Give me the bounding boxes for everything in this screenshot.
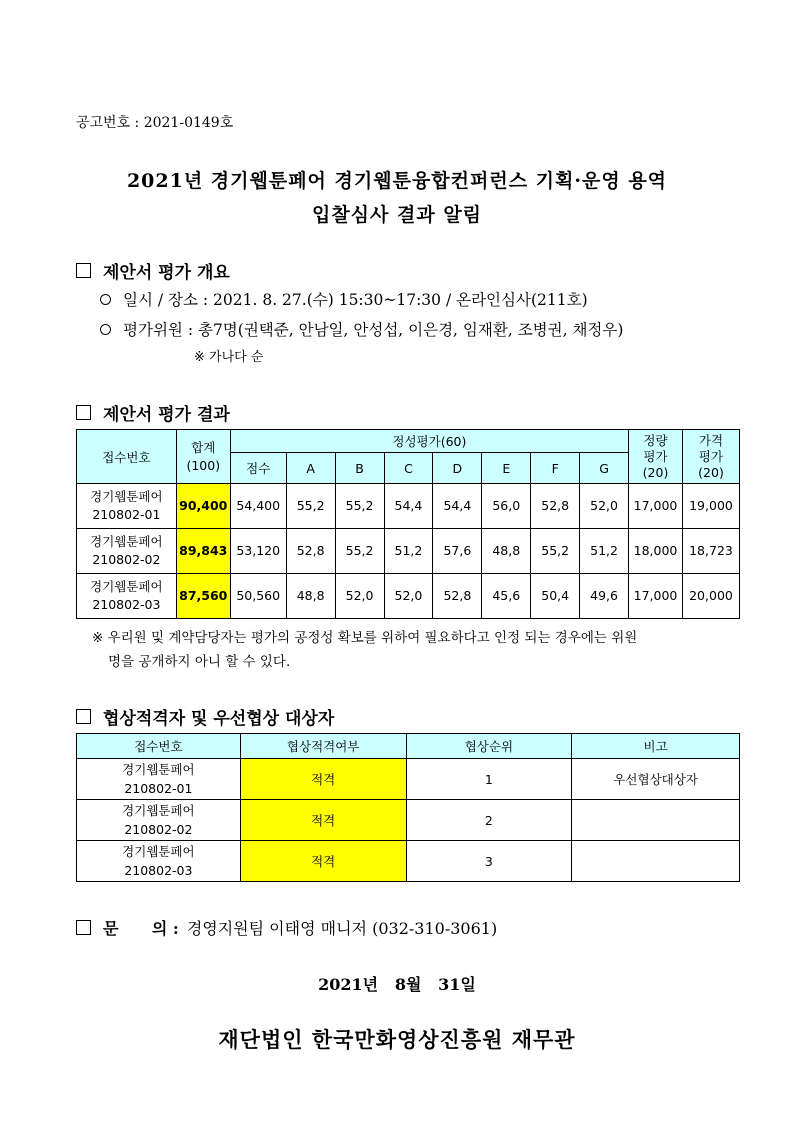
section-results-label: 제안서 평가 결과 [103, 405, 230, 425]
d-cell: 54,4 [433, 484, 482, 529]
rank-cell: 2 [406, 800, 572, 841]
total-cell: 89,843 [176, 529, 230, 574]
remarks-cell [572, 800, 740, 841]
d-cell: 57,6 [433, 529, 482, 574]
schedule-line [100, 288, 588, 310]
eligibility-cell: 적격 [240, 759, 406, 800]
document-title: 2021년 경기웹툰페어 경기웹툰융합컨퍼런스 기획·운영 용역 [126, 170, 668, 192]
section-negotiation-label: 협상적격자 및 우선협상 대상자 [103, 709, 335, 729]
rank-cell: 3 [406, 841, 572, 882]
eligibility-cell: 적격 [240, 800, 406, 841]
table-row [77, 574, 740, 619]
table-row [77, 841, 740, 882]
header-col-b: B [335, 453, 384, 484]
contact-value: 경영지원팀 이태영 매니저 (032-310-3061) [186, 919, 498, 938]
checkbox-square-icon [76, 405, 91, 420]
e-cell: 56,0 [482, 484, 531, 529]
header-score: 점수 [230, 453, 286, 484]
circle-bullet-icon [100, 324, 111, 335]
total-cell: 90,400 [176, 484, 230, 529]
contact-line [76, 916, 497, 939]
a-cell: 48,8 [286, 574, 335, 619]
section-results-heading [76, 400, 230, 425]
a-cell: 52,8 [286, 529, 335, 574]
header-eligibility: 협상적격여부 [240, 734, 406, 759]
section-overview-label: 제안서 평가 개요 [103, 263, 230, 283]
receipt-cell: 경기웹툰페어 210802-01 [77, 759, 241, 800]
evaluators-text: 평가위원 : 총7명(권택준, 안남일, 안성섭, 이은경, 임재환, 조병권, 채정우) [123, 321, 624, 339]
price-cell: 19,000 [682, 484, 739, 529]
total-cell: 87,560 [176, 574, 230, 619]
f-cell: 52,8 [531, 484, 580, 529]
eligibility-cell: 적격 [240, 841, 406, 882]
header-col-f: F [531, 453, 580, 484]
e-cell: 48,8 [482, 529, 531, 574]
price-cell: 20,000 [682, 574, 739, 619]
header-col-a: A [286, 453, 335, 484]
score-cell: 53,120 [230, 529, 286, 574]
header-remarks: 비고 [572, 734, 740, 759]
negotiation-table [76, 733, 740, 882]
header-total: 합계 (100) [176, 430, 230, 484]
rank-cell: 1 [406, 759, 572, 800]
score-cell: 54,400 [230, 484, 286, 529]
document-subtitle: 입찰심사 결과 알림 [311, 204, 483, 226]
header-receipt-no: 접수번호 [77, 430, 177, 484]
evaluation-footnote [92, 626, 742, 674]
circle-bullet-icon [100, 294, 111, 305]
score-cell: 50,560 [230, 574, 286, 619]
header-col-d: D [433, 453, 482, 484]
b-cell: 52,0 [335, 574, 384, 619]
remarks-cell: 우선협상대상자 [572, 759, 740, 800]
header-rank: 협상순위 [406, 734, 572, 759]
section-overview-heading [76, 258, 230, 283]
receipt-cell: 경기웹툰페어 210802-03 [77, 841, 241, 882]
price-cell: 18,723 [682, 529, 739, 574]
header-col-g: G [580, 453, 629, 484]
evaluation-table [76, 429, 740, 619]
b-cell: 55,2 [335, 484, 384, 529]
f-cell: 55,2 [531, 529, 580, 574]
notice-number: 공고번호 : 2021-0149호 [76, 115, 234, 131]
header-receipt-no: 접수번호 [77, 734, 241, 759]
evaluators-line [100, 318, 623, 340]
g-cell: 51,2 [580, 529, 629, 574]
checkbox-square-icon [76, 920, 91, 935]
table-row [77, 484, 740, 529]
schedule-text: 일시 / 장소 : 2021. 8. 27.(수) 15:30~17:30 / 온라인심사(211호) [123, 291, 588, 309]
c-cell: 52,0 [384, 574, 433, 619]
table-row [77, 529, 740, 574]
checkbox-square-icon [76, 263, 91, 278]
document-date: 2021년 8월 31일 [318, 975, 476, 994]
quant-cell: 17,000 [629, 574, 683, 619]
g-cell: 49,6 [580, 574, 629, 619]
issuing-organization: 재단법인 한국만화영상진흥원 재무관 [218, 1027, 576, 1052]
receipt-cell: 경기웹툰페어 210802-02 [77, 529, 177, 574]
receipt-cell: 경기웹툰페어 210802-01 [77, 484, 177, 529]
header-price: 가격 평가 (20) [682, 430, 739, 484]
g-cell: 52,0 [580, 484, 629, 529]
header-col-c: C [384, 453, 433, 484]
a-cell: 55,2 [286, 484, 335, 529]
table-row [77, 759, 740, 800]
section-negotiation-heading [76, 704, 334, 729]
header-quantitative: 정량 평가 (20) [629, 430, 683, 484]
f-cell: 50,4 [531, 574, 580, 619]
receipt-cell: 경기웹툰페어 210802-03 [77, 574, 177, 619]
header-col-e: E [482, 453, 531, 484]
table-row [77, 800, 740, 841]
footnote-line-1: ※ 우리원 및 계약담당자는 평가의 공정성 확보를 위하여 필요하다고 인정 되는 경우에는 위원 [92, 630, 638, 646]
receipt-cell: 경기웹툰페어 210802-02 [77, 800, 241, 841]
e-cell: 45,6 [482, 574, 531, 619]
c-cell: 51,2 [384, 529, 433, 574]
b-cell: 55,2 [335, 529, 384, 574]
contact-label: 문 의 : [103, 919, 179, 938]
header-qualitative: 정성평가(60) [230, 430, 628, 453]
d-cell: 52,8 [433, 574, 482, 619]
quant-cell: 17,000 [629, 484, 683, 529]
c-cell: 54,4 [384, 484, 433, 529]
quant-cell: 18,000 [629, 529, 683, 574]
footnote-line-2: 명을 공개하지 아니 할 수 있다. [108, 654, 291, 670]
checkbox-square-icon [76, 709, 91, 724]
order-note: ※ 가나다 순 [194, 350, 264, 365]
remarks-cell [572, 841, 740, 882]
